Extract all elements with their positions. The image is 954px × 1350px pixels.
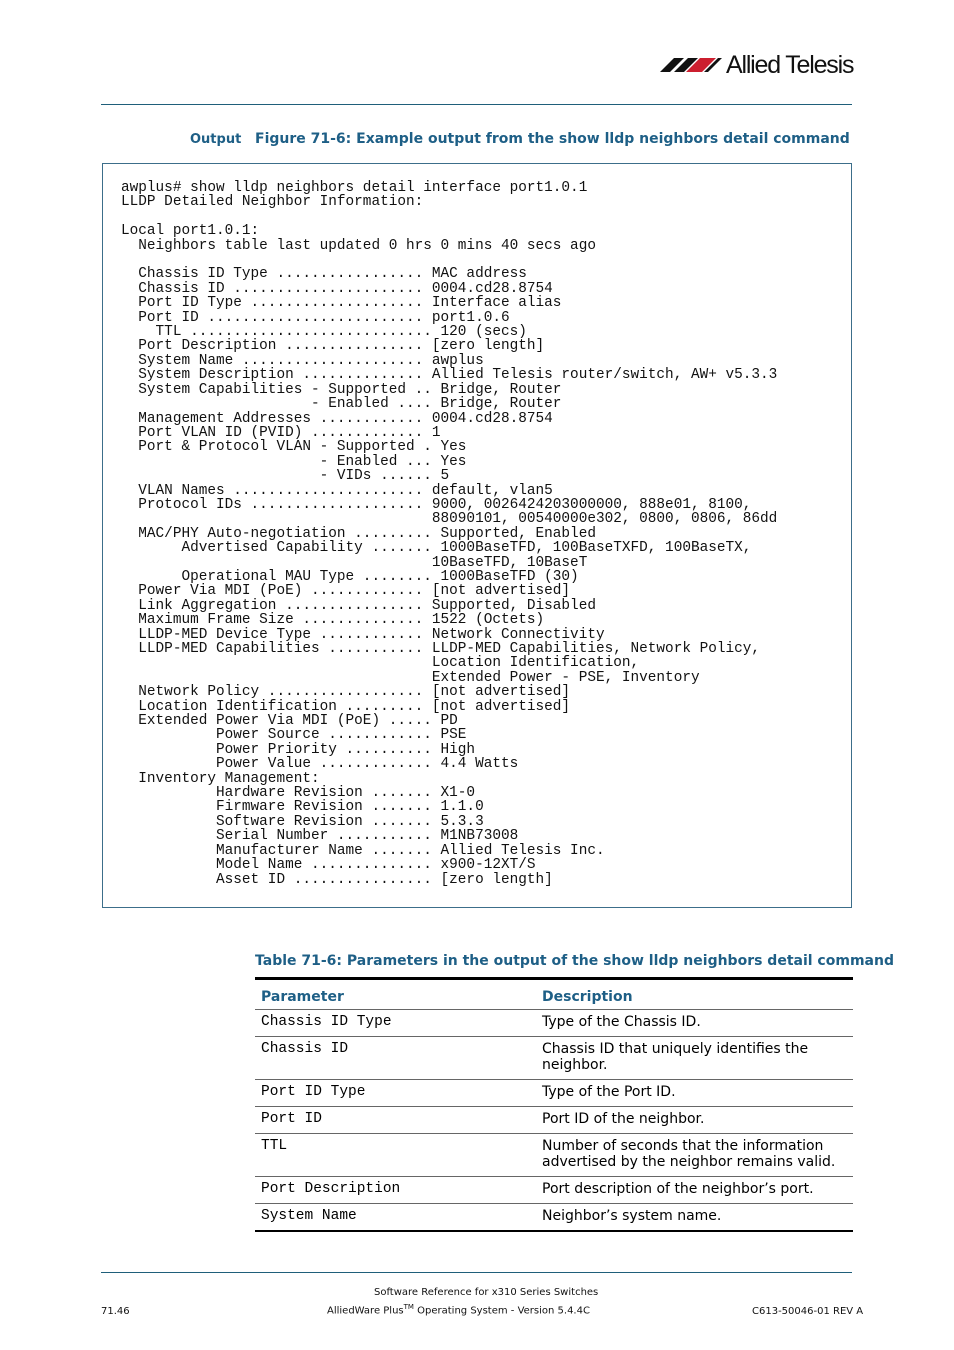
parameter-cell: Port ID [255, 1107, 536, 1134]
footer-os-version [327, 1303, 590, 1316]
parameter-cell: System Name [261, 1208, 357, 1224]
table-row [255, 1010, 853, 1037]
logo-text: Allied Telesis [726, 51, 854, 79]
table-row [255, 1204, 853, 1232]
table-row [255, 1134, 853, 1177]
description-cell: Neighbor’s system name. [542, 1208, 722, 1224]
table-row [255, 1037, 853, 1080]
figure-title: Figure 71-6: Example output from the show lldp neighbors detail command [255, 131, 850, 147]
trademark-mark: TM [403, 1303, 414, 1311]
description-cell: Type of the Chassis ID. [536, 1010, 853, 1037]
allied-telesis-logo [660, 50, 856, 80]
footer-title: Software Reference for x310 Series Switches [374, 1287, 599, 1298]
page-number: 71.46 [101, 1306, 130, 1317]
figure-label: Output [190, 132, 242, 147]
table-row [255, 1080, 853, 1107]
command-output: awplus# show lldp neighbors detail interface port1.0.1 LLDP Detailed Neighbor Information: Local port1.0.1: Neighbors table last updated 0 hrs 0 mins 40 secs ago Chassis ID Type ................. MAC address Chassis ID ...................... 0004.cd28.8754 Port ID Type .................... Interface alias Port ID ......................... port1.0.6 TTL ............................ 120 (secs) Port Description ................ [zero length] System Name ..................... awplus System Description .............. Allied Telesis router/switch, AW+ v5.3.3 System Capabilities - Supported .. Bridge, Router - Enabled .... Bridge, Router Management Addresses ............ 0004.cd28.8754 Port VLAN ID (PVID) ............. 1 Port & Protocol VLAN - Supported . Yes - Enabled ... Yes - VIDs ...... 5 VLAN Names ...................... default, vlan5 Protocol IDs .................... 9000, 0026424203000000, 888e01, 8100, 88090101, 00540000e302, 0800, 0806, 86dd MAC/PHY Auto-negotiation ......... Supported, Enabled Advertised Capability ....... 1000BaseTFD, 100BaseTXFD, 100BaseTX, 10BaseTFD, 10BaseT Operational MAU Type ........ 1000BaseTFD (30) Power Via MDI (PoE) ............. [not advertised] Link Aggregation ................ Supported, Disabled Maximum Frame Size .............. 1522 (Octets) LLDP-MED Device Type ............ Network Connectivity LLDP-MED Capabilities ........... LLDP-MED Capabilities, Network Policy, Location Identification, Extended Power - PSE, Inventory Network Policy .................. [not advertised] Location Identification ......... [not advertised] Extended Power Via MDI (PoE) ..... PD Power Source ............ PSE Power Priority .......... High Power Value ............. 4.4 Watts Inventory Management: Hardware Revision ....... X1-0 Firmware Revision ....... 1.1.0 Software Revision ....... 5.3.3 Serial Number ........... M1NB73008 Manufacturer Name ....... Allied Telesis Inc. Model Name .............. x900-12XT/S Asset ID ................ [zero length] [121, 180, 778, 888]
parameter-cell: Port ID Type [255, 1080, 536, 1107]
parameter-cell: Chassis ID [255, 1037, 536, 1080]
parameter-cell: Port Description [255, 1177, 536, 1204]
description-cell: Type of the Port ID. [536, 1080, 853, 1107]
logo-mark-icon [660, 50, 722, 80]
parameter-cell: Chassis ID Type [255, 1010, 536, 1037]
description-cell: Port ID of the neighbor. [536, 1107, 853, 1134]
description-cell: Number of seconds that the information advertised by the neighbor remains valid. [536, 1134, 853, 1177]
table-header-row [255, 979, 853, 1010]
table-row [255, 1177, 853, 1204]
description-cell: Chassis ID that uniquely identifies the neighbor. [536, 1037, 853, 1080]
footer-os-name: AlliedWare Plus [327, 1305, 404, 1317]
footer-rule [101, 1272, 852, 1273]
description-cell: Port description of the neighbor’s port. [536, 1177, 853, 1204]
document-id: C613-50046-01 REV A [752, 1306, 864, 1317]
parameters-table [255, 977, 853, 1232]
figure-caption [190, 131, 850, 147]
header-rule [101, 104, 852, 105]
table-row [255, 1107, 853, 1134]
parameter-cell: TTL [255, 1134, 536, 1177]
column-header-description: Description [536, 979, 853, 1010]
command-output-box [102, 163, 852, 908]
footer-os-suffix: Operating System - Version 5.4.4C [413, 1305, 590, 1317]
table-caption: Table 71-6: Parameters in the output of the show lldp neighbors detail command [255, 953, 894, 969]
column-header-parameter: Parameter [255, 979, 536, 1010]
